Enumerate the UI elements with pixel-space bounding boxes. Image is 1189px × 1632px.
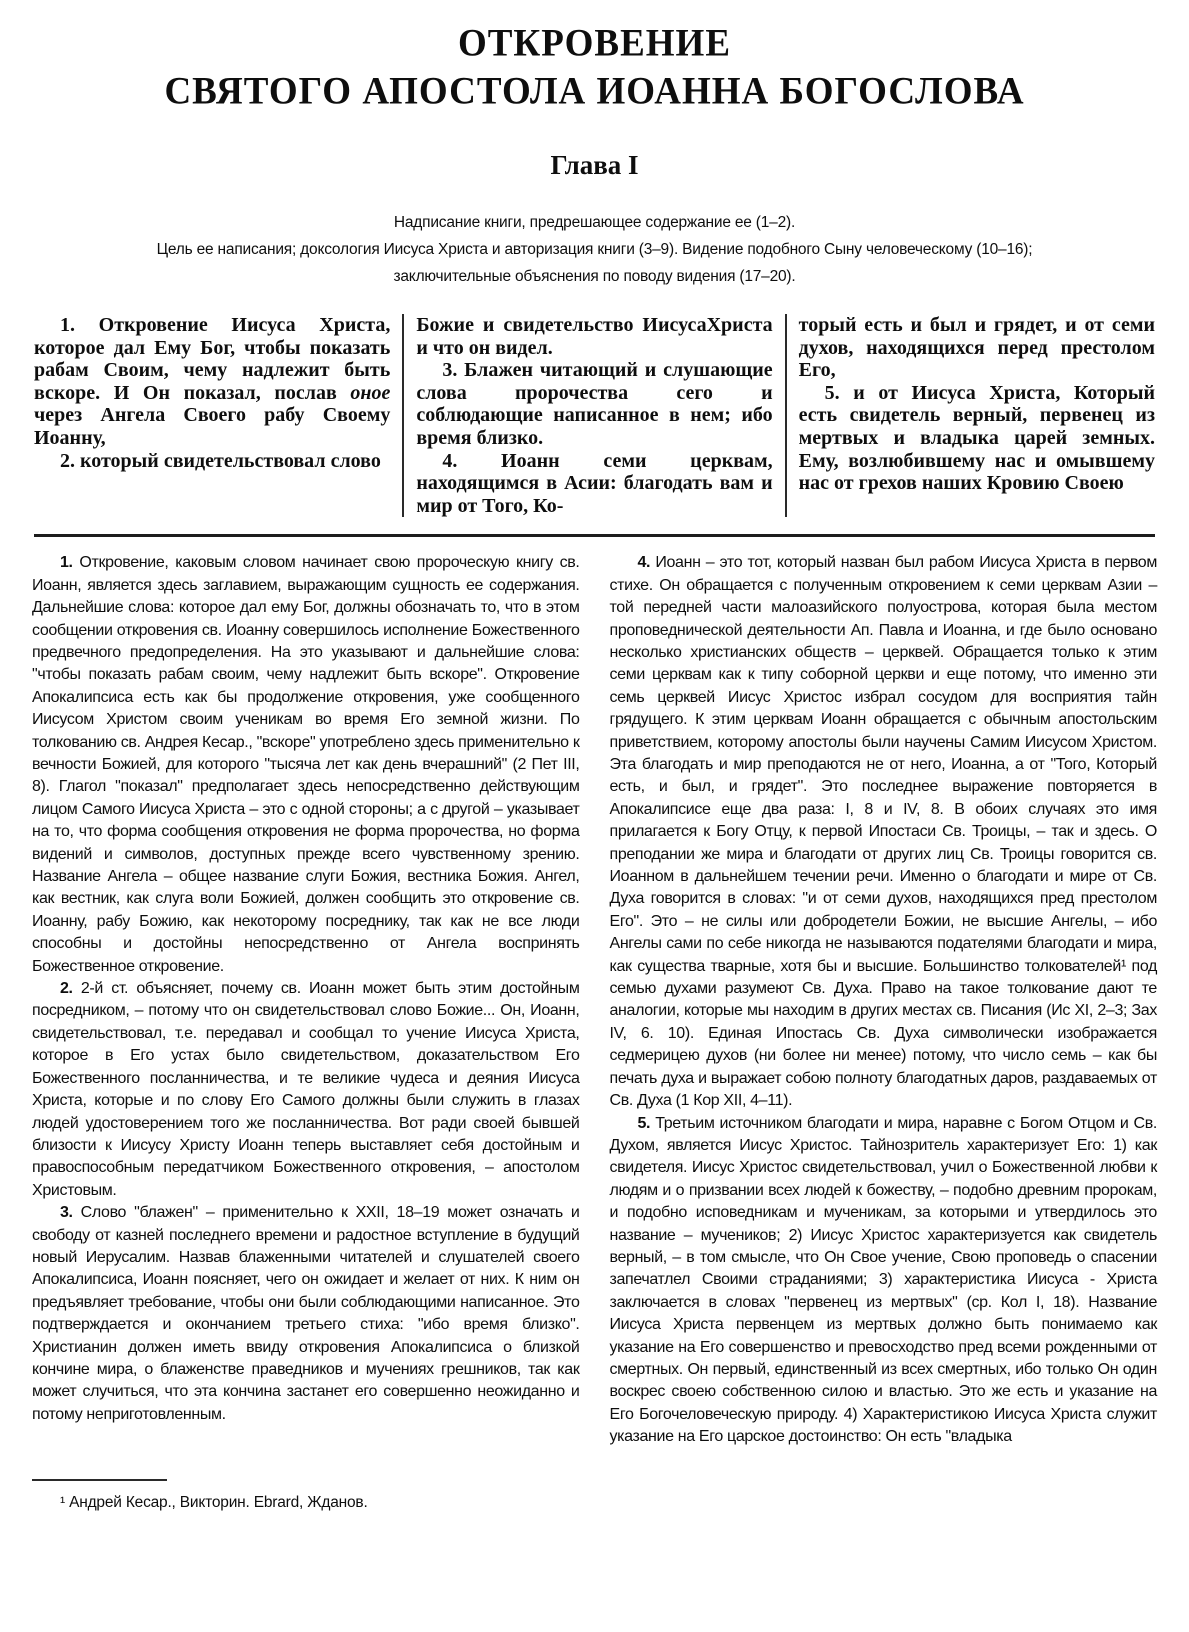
chapter-summary: [32, 209, 1157, 290]
paragraph-text: Третьим источником благодати и мира, наравне с Богом Отцом и Св. Духом, является Иисус Христос. Тайнозритель характеризует Его: 1) как свидетеля. Иисус Христос свидетельствовал, учил о Божественной любви к людям и о призвании всех людей к божеству, – подобно древним пророкам, и подобно исповедникам и мученикам, за которыми и утвердилось это название – мучеников; 2) Иисус Христос характеризуется как свидетель верный, – в том смысле, что Он Свое учение, Свою проповедь о спасении запечатлел Своими страданиями; 3) характеристика Иисуса - Христа заключается в словах "первенец из мертвых" (ср. Кол I, 18). Название Иисуса Христа первенцем из мертвых должно быть понимаемо как указание на Его совершенство и превосходство пред всеми рожденными от смертных. Он первый, единственный из всех смертных, ибо только Он один воскрес своею собственною силою и властью. Это же есть и указание на Его Богочеловеческую природу. 4) Характеристикою Иисуса Христа служит указание на Его царское достоинство: Он есть "владыка: [609, 1114, 1157, 1446]
paragraph-text: Иоанн – это тот, который назван был рабом Иисуса Христа в первом стихе. Он обращается с полученным откровением к семи церквам Азии – той передней части малоазийского полуострова, которая была местом проповеднической деятельности Ап. Павла и Иоанна, и где было основано несколько христианских обществ – церквей. Обращается только к этим семи церквам как к типу соборной церкви и еще потому, что именно эти семь церквей Иисус Христос избрал сосудом для восприятия тайн грядущего. К этим церквам Иоанн обращается с обычным апостольским приветствием, которому апостолы были научены Самим Иисусом Христом. Эта благодать и мир преподаются не от него, Иоанна, а от "Того, Который есть, и был, и грядет". Это последнее выражение повторяется в Апокалипсисе еще два раза: I, 8 и IV, 8. В обоих случаях это имя прилагается к Богу Отцу, к первой Ипостаси Св. Троицы, – так и здесь. О преподании же мира и благодати от других лиц Св. Троицы говорится св. Иоанном в дальнейшем течении речи. Именно о благодати и мире от Св. Духа говорится в словах: "и от семи духов, находящихся пред престолом Его". Это – не силы или добродетели Божии, не высшие Ангелы, – ибо Ангелы сами по себе никогда не называются подателями благодати и мира, как существа тварные, хотя бы и высшие. Большинство толкователей¹ под семью духами разумеют Св. Духа. Право на такое толкование дают те аналогии, которые мы находим в других местах св. Писания (Ис XI, 2–3; Зах IV, 6. 10). Единая Ипостась Св. Духа символически изображается седмерицею духов (ни более ни менее) потому, что число семь – как бы печать духа и выражает собою полноту благодатных даров, раздаваемых от Св. Духа (1 Кор XII, 4–11).: [609, 554, 1157, 1110]
scripture-column-1: [32, 314, 402, 517]
summary-line: заключительные объяснения по поводу видения (17–20).: [393, 268, 796, 285]
verse-2: 2. который свидетельствовал слово: [60, 449, 381, 472]
paragraph-number: 4.: [637, 554, 651, 572]
commentary-right-column: [610, 552, 1158, 1448]
verse-4-continuation: торый есть и был и грядет, и от семи духов, находящихся перед престолом Его,: [798, 314, 1155, 382]
section-divider: [34, 534, 1155, 537]
commentary-paragraph-3: [32, 1202, 580, 1426]
paragraph-text: Откровение, каковым словом начинает свою пророческую книгу св. Иоанн, является здесь заглавием, выражающим сущность ее содержания. Дальнейшие слова: которое дал ему Бог, должны обозначать то, что в этом сообщении откровения св. Иоанну совершилось исполнение Божественного предвечного предопределения. На это указывают и дальнейшие слова: "чтобы показать рабам своим, чему надлежит быть вскоре". Откровение Апокалипсиса есть как бы продолжение откровения, уже сообщенного Иисусом Христом своим ученикам во время Его земной жизни. По толкованию св. Андрея Кесар., "вскоре" употреблено здесь применительно к вечности Божией, для которого "тысяча лет как день вчерашний" (2 Пет III, 8). Глагол "показал" предполагает здесь непосредственно действующим лицом Самого Иисуса Христа – это с одной стороны; а с другой – указывает на то, что форма сообщения откровения не форма пророчества, но форма видений и символов, доступных прежде всего чувственному зрению. Название Ангела – общее название слуги Божия, вестника Божия. Ангел, как вестник, как слуга воли Божией, должен сообщить это откровение св. Иоанну, рабу Божию, как некоторому посреднику, так как не все люди способны и достойны непосредственно от Ангела воспринять Божественное откровение.: [32, 554, 580, 975]
paragraph-text: Слово "блажен" – применительно к XXII, 18–19 может означать и свободу от казней последнего времени и радостное вступление в будущий новый Иерусалим. Назвав блаженными читателей и слушателей своего Апокалипсиса, Иоанн поясняет, чего он ожидает и желает от них. К ним он предъявляет требование, чтобы они были соблюдающими написанное. Это подтверждается и окончанием третьего стиха: "ибо время близко". Христианин должен иметь ввиду откровения Апокалипсиса о близкой кончине мира, о блаженстве праведников и мучениях грешников, так как может случиться, что эта кончина застанет его совершенно неожиданно и потому неприготовленным.: [32, 1204, 580, 1423]
paragraph-number: 2.: [60, 980, 73, 998]
footnote-block: [32, 1479, 1157, 1512]
chapter-heading: Глава I: [550, 150, 639, 180]
commentary-paragraph-5: [610, 1113, 1158, 1449]
verse-2-continuation: Божие и свидетельство ИисусаХриста и что он видел.: [416, 314, 773, 359]
verse-1-text-end: через Ангела Своего рабу Своему Иоанну,: [34, 404, 391, 449]
commentary-section: [32, 552, 1157, 1448]
verse-1: [34, 314, 390, 450]
summary-line: Цель ее написания; доксология Иисуса Христа и авторизация книги (3–9). Видение подобного Сыну человеческому (10–16);: [156, 241, 1033, 258]
summary-line: Надписание книги, предрешающее содержание ее (1–2).: [393, 214, 796, 231]
verse-1-italic: оное: [350, 381, 391, 404]
commentary-left-column: [32, 552, 580, 1448]
verse-3: 3. Блажен читающий и слушающие слова пророчества сего и соблюдающие написанное в нем; ибо время близко.: [416, 359, 773, 449]
book-title-line2: СВЯТОГО АПОСТОЛА ИОАННА БОГОСЛОВА: [164, 70, 1025, 114]
commentary-paragraph-4: [610, 552, 1158, 1112]
footnote-text: ¹ Андрей Кесар., Викторин. Ebrard, Жданов.: [60, 1493, 368, 1511]
book-title-line1: ОТКРОВЕНИЕ: [457, 21, 732, 65]
verse-1-text: 1. Откровение Иисуса Христа, которое дал Ему Бог, чтобы показать рабам Своим, чему надлежит быть вскоре. И Он показал, послав: [34, 314, 391, 404]
verse-4: 4. Иоанн семи церквам, находящимся в Асии: благодать вам и мир от Того, Ко-: [416, 449, 773, 517]
scripture-column-3: [785, 314, 1157, 517]
footnote-separator: [32, 1479, 167, 1481]
verse-5: 5. и от Иисуса Христа, Который есть свидетель верный, первенец из мертвых и владыка царей земных. Ему, возлюбившему нас и омывшему нас от грехов наших Кровию Своею: [798, 381, 1155, 495]
paragraph-text: 2-й ст. объясняет, почему св. Иоанн может быть этим достойным посредником, – потому что он свидетельствовал слово Божие... Он, Иоанн, свидетельствовал, т.е. передавал и сообщал то учение Иисуса Христа, которое в Его устах было свидетельством, доказательством Его Божественного посланничества, и те великие чудеса и деяния Иисуса Христа, которые и по слову Его Самого должны были служить в глазах людей удостоверением того же посланничества. Вот ради своей бывшей близости к Иисусу Христу Иоанн теперь выставляет себя достойным и правоспособным передатчиком Божественного откровения, – апостолом Христовым.: [32, 980, 580, 1199]
commentary-paragraph-1: [32, 552, 580, 978]
paragraph-number: 3.: [60, 1204, 73, 1222]
scripture-section: [32, 314, 1157, 517]
scripture-column-2: [402, 314, 784, 517]
paragraph-number: 5.: [637, 1114, 651, 1132]
book-title: [32, 20, 1157, 117]
paragraph-number: 1.: [60, 554, 73, 572]
commentary-paragraph-2: [32, 978, 580, 1202]
